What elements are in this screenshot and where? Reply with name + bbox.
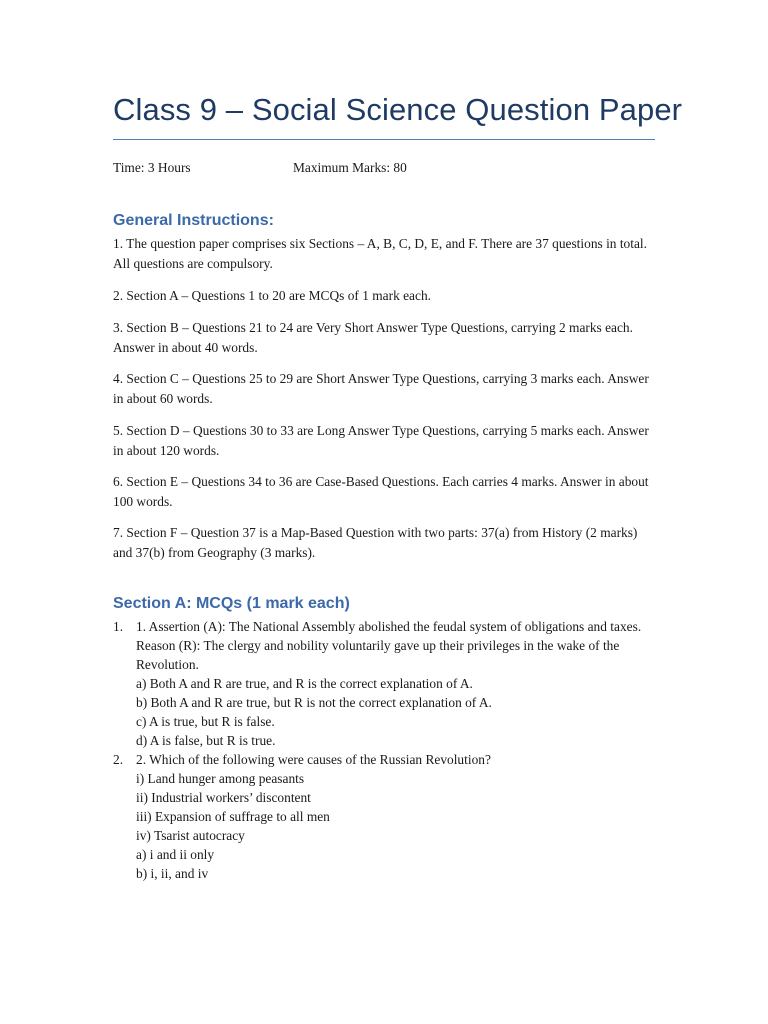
question-reason: Reason (R): The clergy and nobility voluntarily gave up their privileges in the wake of the Revolution.: [136, 638, 620, 672]
option-c: c) A is true, but R is false.: [136, 714, 275, 729]
statement-iv: iv) Tsarist autocracy: [136, 828, 245, 843]
instruction-item: 3. Section B – Questions 21 to 24 are Very Short Answer Type Questions, carrying 2 marks each. Answer in about 40 words.: [113, 320, 633, 355]
question-stem: 2. Which of the following were causes of the Russian Revolution?: [136, 752, 491, 767]
statement-ii: ii) Industrial workers’ discontent: [136, 790, 311, 805]
question-item: [113, 617, 658, 750]
instructions-heading: General Instructions:: [113, 212, 274, 229]
page-title: Class 9 – Social Science Question Paper: [113, 92, 683, 127]
instruction-item: 5. Section D – Questions 30 to 33 are Long Answer Type Questions, carrying 5 marks each. Answer in about 120 words.: [113, 423, 649, 458]
option-a: a) i and ii only: [136, 847, 215, 862]
instruction-item: 2. Section A – Questions 1 to 20 are MCQs of 1 mark each.: [113, 288, 431, 303]
question-item: [113, 750, 658, 883]
question-number: 2.: [113, 752, 124, 767]
question-list: [113, 617, 658, 883]
question-number: 1.: [113, 619, 124, 634]
statement-iii: iii) Expansion of suffrage to all men: [136, 809, 330, 824]
time-label: Time: 3 Hours: [113, 160, 191, 175]
section-a-heading: Section A: MCQs (1 mark each): [113, 595, 350, 612]
option-a: a) Both A and R are true, and R is the correct explanation of A.: [136, 676, 473, 691]
option-b: b) i, ii, and iv: [136, 866, 209, 881]
option-d: d) A is false, but R is true.: [136, 733, 276, 748]
title-underline: [113, 139, 655, 140]
instruction-item: 4. Section C – Questions 25 to 29 are Short Answer Type Questions, carrying 3 marks each. Answer in about 60 words.: [113, 371, 649, 406]
instruction-item: 7. Section F – Question 37 is a Map-Based Question with two parts: 37(a) from History (2 marks) and 37(b) from Geography (3 marks).: [113, 525, 638, 560]
question-stem: 1. Assertion (A): The National Assembly abolished the feudal system of obligations and taxes.: [136, 619, 642, 634]
instruction-item: 1. The question paper comprises six Sections – A, B, C, D, E, and F. There are 37 questions in total. All questions are compulsory.: [113, 236, 647, 271]
instruction-item: 6. Section E – Questions 34 to 36 are Case-Based Questions. Each carries 4 marks. Answer in about 100 words.: [113, 474, 649, 509]
option-b: b) Both A and R are true, but R is not the correct explanation of A.: [136, 695, 492, 710]
statement-i: i) Land hunger among peasants: [136, 771, 305, 786]
maximum-marks-label: Maximum Marks: 80: [293, 160, 407, 175]
